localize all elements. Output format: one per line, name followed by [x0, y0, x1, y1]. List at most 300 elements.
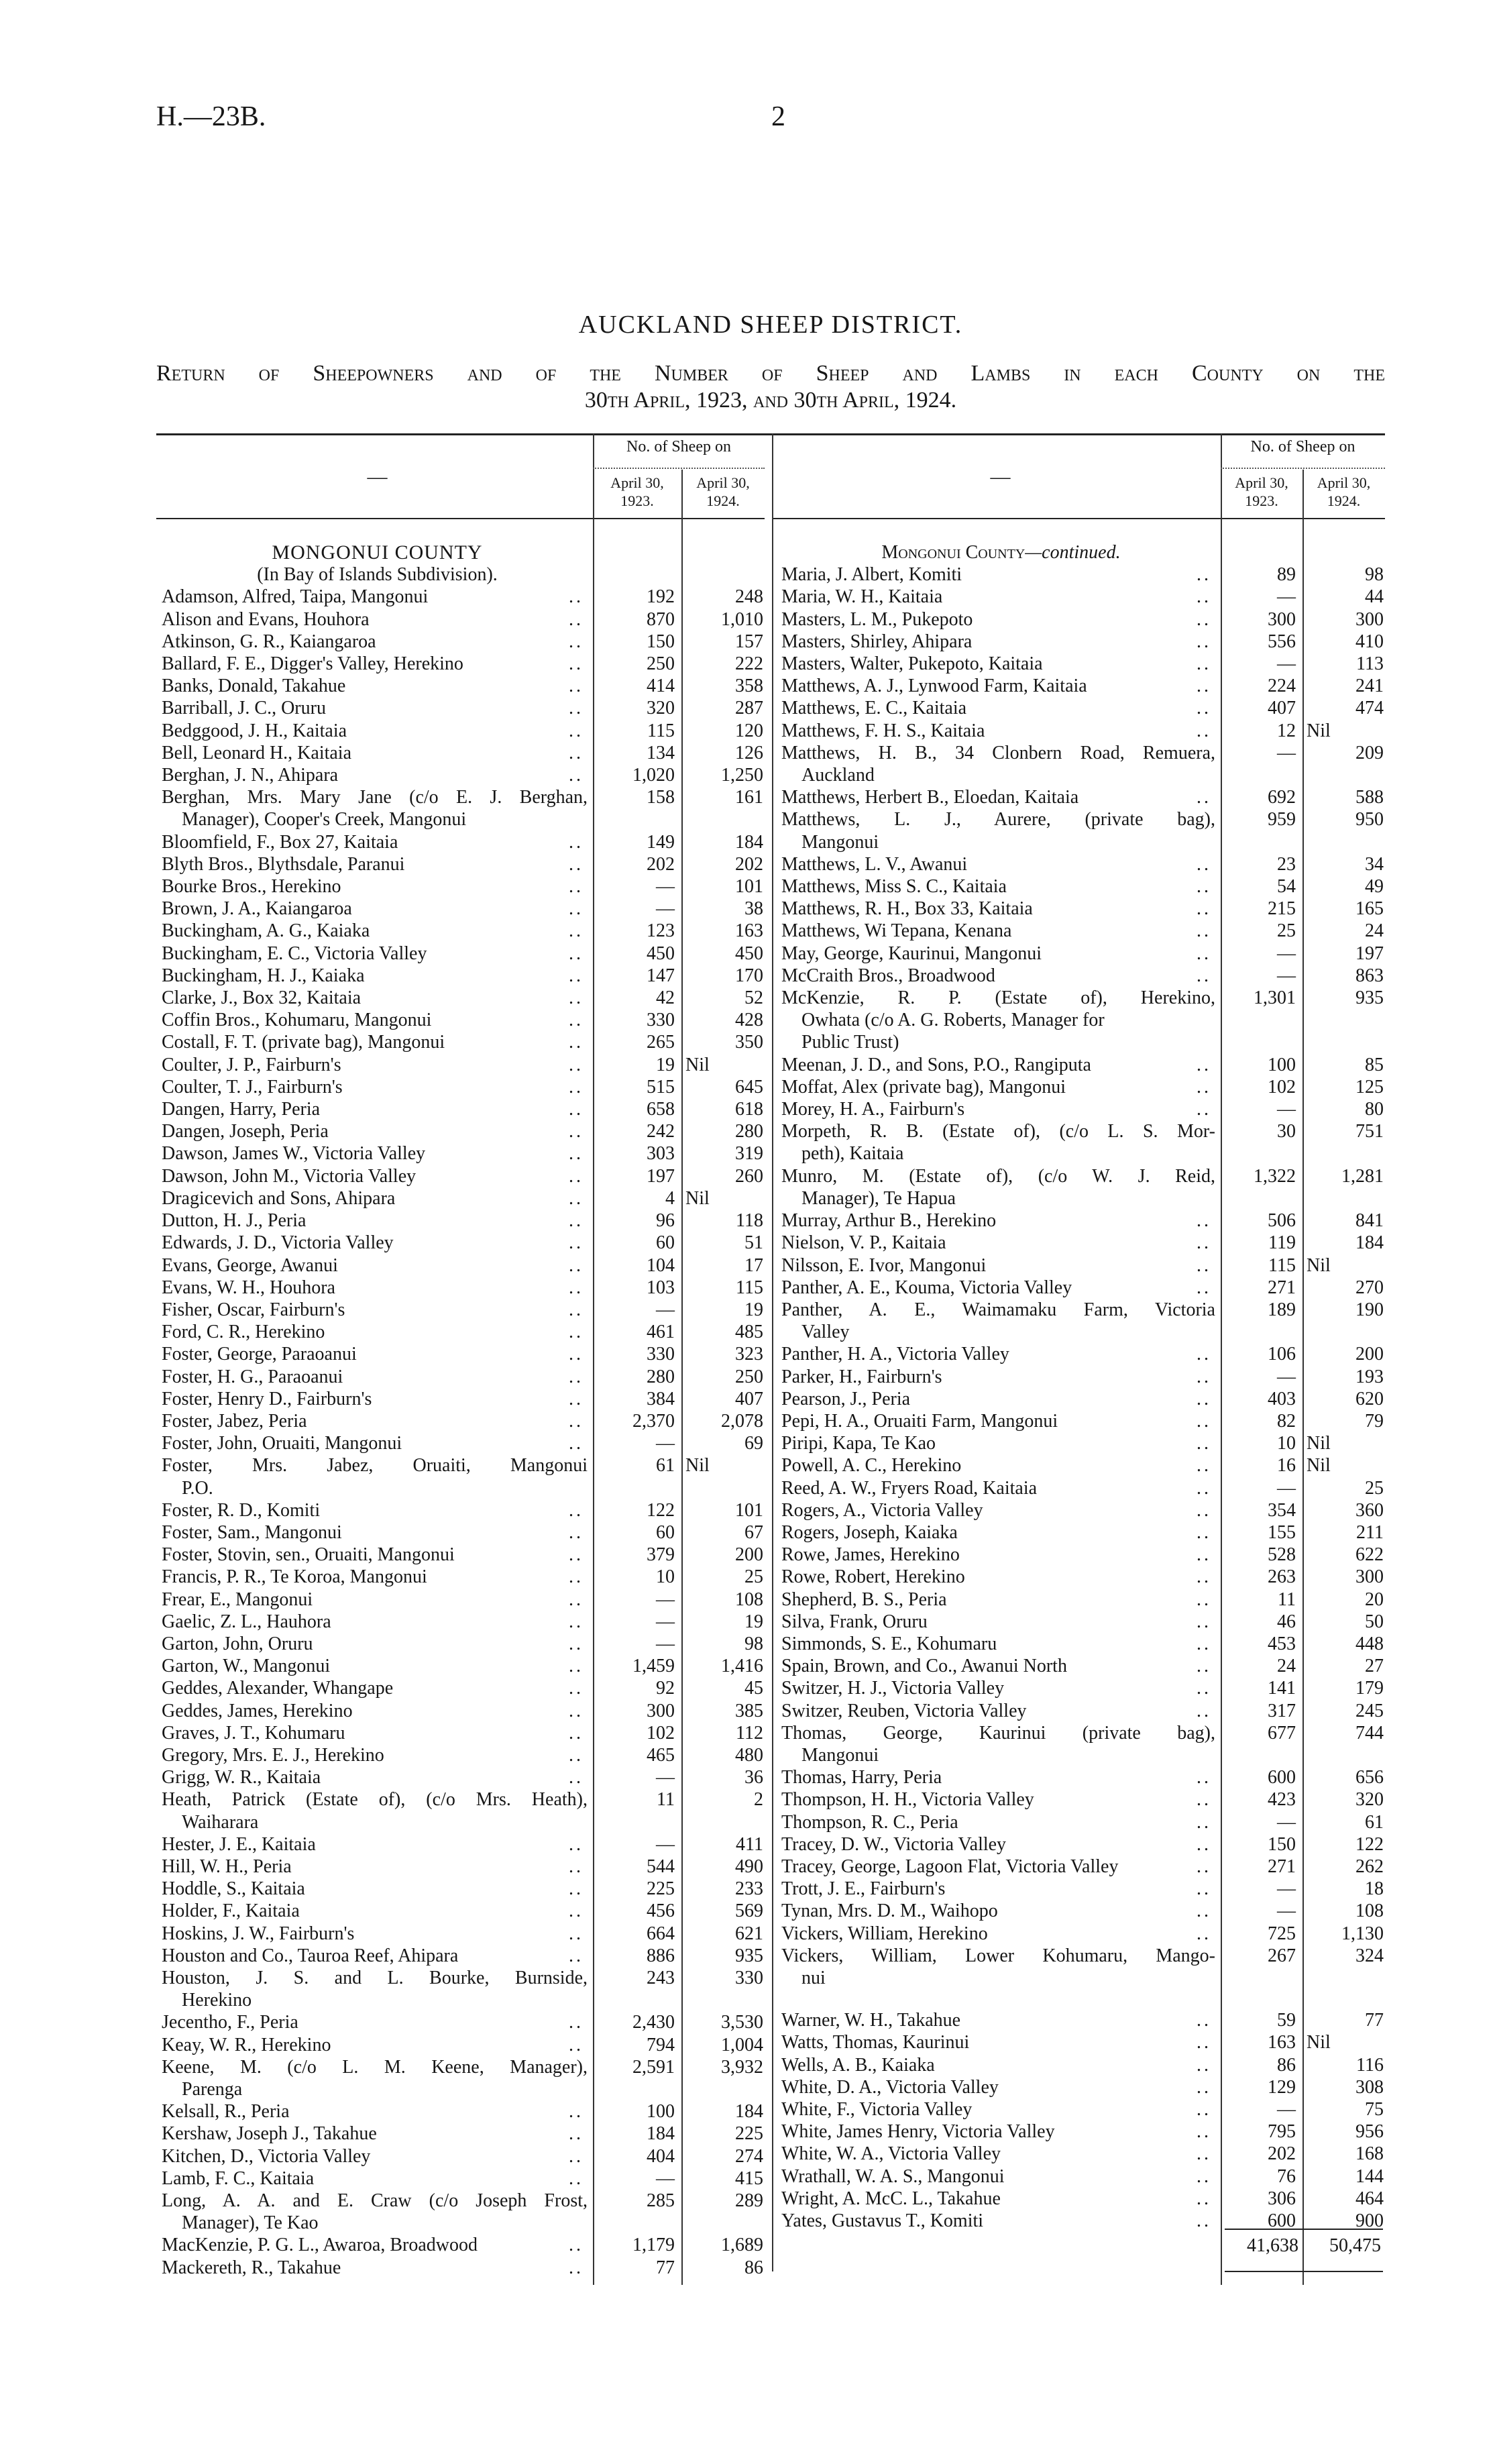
table-row — [162, 1766, 765, 1788]
sheep-1923: 123 — [647, 920, 675, 942]
sheep-1923: 60 — [656, 1232, 675, 1254]
owner-name-continuation: Parenga — [182, 2079, 243, 2100]
table-row — [162, 742, 765, 764]
owner-name-continuation: Valley — [801, 1322, 850, 1343]
owner-name-cell — [162, 1165, 593, 1187]
table-row — [781, 720, 1385, 742]
owner-name-continuation: Mangonui — [801, 831, 879, 853]
owner-name-continuation: Manager), Te Kao — [182, 2212, 319, 2234]
table-row — [162, 2167, 765, 2190]
table-row — [162, 943, 765, 965]
group-rule-left — [593, 468, 765, 469]
sheep-1923: 100 — [647, 2101, 675, 2123]
table-row — [162, 786, 765, 831]
table-row — [162, 1054, 765, 1076]
table-row — [781, 1945, 1385, 1989]
sheep-1923: 544 — [647, 1856, 675, 1877]
right-table-column — [781, 541, 1385, 2232]
owner-name: Wells, A. B., Kaiaka — [781, 2054, 935, 2076]
table-row — [781, 1722, 1385, 1766]
owner-name: Gregory, Mrs. E. J., Herekino — [162, 1744, 384, 1766]
sheep-1924: 744 — [1355, 1722, 1384, 1744]
sheep-1924: 98 — [1365, 564, 1384, 586]
owner-name-continuation: Owhata (c/o A. G. Roberts, Manager for — [801, 1010, 1105, 1031]
table-row — [162, 675, 765, 697]
sheep-1923: 450 — [647, 943, 675, 964]
leader-dots: .. — [1197, 1410, 1211, 1432]
col-header-1923-line1: April 30, — [610, 474, 664, 491]
sheep-1923: — — [656, 1433, 675, 1454]
table-row — [781, 965, 1385, 987]
sheep-1924: 108 — [1355, 1900, 1384, 1922]
sheep-1923: 1,301 — [1254, 987, 1296, 1009]
table-row — [781, 2121, 1385, 2143]
owner-name: Tynan, Mrs. D. M., Waihopo — [781, 1900, 998, 1922]
sheep-1924: 308 — [1355, 2076, 1384, 2098]
owner-name: Matthews, L. J., Aurere, (private bag), — [781, 809, 1215, 831]
table-row — [781, 608, 1385, 631]
sheep-1924: 490 — [735, 1856, 763, 1877]
sheep-1924: 49 — [1365, 876, 1384, 898]
sheep-1923: 794 — [647, 2034, 675, 2055]
owner-name-line — [162, 697, 588, 719]
owner-name: Geddes, Alexander, Whangape — [162, 1678, 394, 1699]
sheep-1924: 410 — [1355, 631, 1384, 652]
sheep-1923: 658 — [647, 1099, 675, 1120]
sheep-1923: 149 — [647, 831, 675, 853]
table-row — [162, 1633, 765, 1655]
owner-name-cell — [162, 586, 593, 608]
owner-name: Francis, P. R., Te Koroa, Mangonui — [162, 1566, 427, 1588]
sheep-1924: 618 — [735, 1099, 763, 1120]
continued-label: —continued. — [1025, 542, 1121, 563]
owner-name-cell — [162, 2190, 593, 2234]
table-row — [781, 2143, 1385, 2165]
owner-name: Matthews, L. V., Awanui — [781, 853, 968, 875]
table-row — [781, 1566, 1385, 1588]
sheep-1924: 1,010 — [721, 608, 763, 630]
leader-dots: .. — [1197, 698, 1211, 719]
sheep-1924: 1,130 — [1341, 1923, 1384, 1944]
sheep-1924: 44 — [1365, 586, 1384, 608]
owner-name-cell — [781, 2121, 1221, 2143]
sheep-1923: 379 — [647, 1544, 675, 1566]
table-row — [781, 653, 1385, 675]
owner-name-line — [781, 2210, 1215, 2232]
sheep-1924: 24 — [1365, 920, 1384, 942]
sheep-1923: 1,459 — [632, 1656, 675, 1677]
owner-name: Piripi, Kapa, Te Kao — [781, 1433, 936, 1454]
owner-name: MacKenzie, P. G. L., Awaroa, Broadwood — [162, 2235, 478, 2256]
sheep-1923: 959 — [1268, 809, 1296, 831]
leader-dots: .. — [569, 831, 584, 853]
table-row — [162, 1232, 765, 1254]
leader-dots: .. — [1197, 1656, 1211, 1677]
leader-dots: .. — [569, 1433, 584, 1454]
owner-name-line — [781, 1477, 1215, 1499]
table-row — [162, 2034, 765, 2056]
owner-name-cell — [162, 1277, 593, 1299]
table-row — [781, 1611, 1385, 1633]
owner-name-cell — [162, 697, 593, 719]
sheep-1923: 86 — [1277, 2054, 1296, 2076]
sheep-1924: 841 — [1355, 1210, 1384, 1232]
sheep-1924: 474 — [1355, 698, 1384, 719]
sheep-1924: 300 — [1355, 1566, 1384, 1588]
leader-dots: .. — [1197, 853, 1211, 875]
sheep-1923: 354 — [1268, 1499, 1296, 1521]
sheep-1923: 61 — [656, 1455, 675, 1477]
sheep-1924: 184 — [735, 831, 763, 853]
sheep-1924: 411 — [736, 1833, 763, 1855]
owner-name: Vickers, William, Lower Kohumaru, Mango- — [781, 1945, 1215, 1966]
leader-dots: .. — [1197, 1678, 1211, 1699]
leader-dots: .. — [1197, 720, 1211, 741]
table-row — [162, 2257, 765, 2279]
owner-name: Hoddle, S., Kaitaia — [162, 1878, 305, 1900]
owner-name-cell — [781, 1677, 1221, 1699]
leader-dots: .. — [569, 1700, 584, 1721]
table-row — [781, 2031, 1385, 2053]
owner-name-cell — [162, 2056, 593, 2100]
owner-name: Switzer, H. J., Victoria Valley — [781, 1678, 1005, 1699]
sheep-count-group-header-right: No. of Sheep on — [1250, 438, 1355, 456]
leader-dots: .. — [1197, 676, 1211, 697]
owner-name: Alison and Evans, Houhora — [162, 608, 370, 630]
sheep-1923: 404 — [647, 2145, 675, 2167]
owner-name-line — [781, 1410, 1215, 1432]
owner-name: Tracey, D. W., Victoria Valley — [781, 1833, 1007, 1855]
sheep-1923: 267 — [1268, 1945, 1296, 1966]
table-row — [162, 1165, 765, 1187]
table-row — [781, 1900, 1385, 1922]
table-row — [162, 1432, 765, 1454]
sheep-1923: 103 — [647, 1277, 675, 1298]
owner-name-cell — [781, 1589, 1221, 1611]
owner-name: Kershaw, Joseph J., Takahue — [162, 2123, 377, 2145]
owner-name-cell — [781, 2210, 1221, 2232]
leader-dots: .. — [1197, 2054, 1211, 2076]
col-header-1924-line2: 1924. — [706, 492, 740, 509]
owner-name-line — [781, 1811, 1215, 1833]
sheep-1924: 165 — [1355, 898, 1384, 920]
owner-name-line — [162, 1254, 588, 1277]
sheep-1923: — — [656, 1299, 675, 1320]
sheep-1924: 935 — [1355, 987, 1384, 1009]
sheep-1924: 863 — [1355, 965, 1384, 986]
owner-name-cell — [781, 1432, 1221, 1454]
owner-name: Meenan, J. D., and Sons, P.O., Rangiputa — [781, 1054, 1091, 1075]
owner-name-cell — [781, 653, 1221, 675]
leader-dots: .. — [569, 1410, 584, 1432]
owner-name-line — [162, 2145, 588, 2167]
table-top-rule — [156, 433, 1385, 435]
owner-name-line — [781, 1788, 1215, 1811]
table-row — [162, 1900, 765, 1922]
owner-name-cell — [162, 2100, 593, 2123]
leader-dots: .. — [1197, 1767, 1211, 1788]
owner-name-line — [162, 1766, 588, 1788]
owner-name: Reed, A. W., Fryers Road, Kaitaia — [781, 1477, 1038, 1499]
owner-name: Spain, Brown, and Co., Awanui North — [781, 1656, 1067, 1677]
owner-name-cell — [781, 1477, 1221, 1499]
table-row — [781, 1277, 1385, 1299]
sheep-1924: 2,078 — [721, 1410, 763, 1432]
sheep-1924: 407 — [735, 1388, 763, 1409]
leader-dots: .. — [569, 1143, 584, 1165]
sheep-1924: 125 — [1355, 1076, 1384, 1097]
leader-dots: .. — [1197, 564, 1211, 586]
sheep-1924: 184 — [1355, 1232, 1384, 1254]
table-row — [162, 2100, 765, 2123]
owner-name-line — [781, 2165, 1215, 2188]
owner-name-cell — [162, 1210, 593, 1232]
total-1924: 50,475 — [1329, 2235, 1381, 2256]
owner-name-line — [162, 898, 588, 920]
leader-dots: .. — [569, 1566, 584, 1588]
sheep-1923: 456 — [647, 1900, 675, 1922]
page-number: 2 — [771, 101, 785, 132]
leader-dots: .. — [1197, 1477, 1211, 1499]
sheep-1923: 271 — [1268, 1856, 1296, 1877]
sheep-1924: 415 — [735, 2167, 763, 2189]
owner-name-line — [781, 2143, 1215, 2165]
leader-dots: .. — [569, 1187, 584, 1209]
sheep-1924: 385 — [735, 1700, 763, 1721]
owner-name: Tracey, George, Lagoon Flat, Victoria Valley — [781, 1856, 1119, 1877]
sheep-1924: 935 — [735, 1945, 763, 1966]
county-continued-heading — [781, 541, 1221, 564]
owner-name: Dangen, Harry, Peria — [162, 1099, 321, 1120]
owner-name-cell — [162, 786, 593, 831]
sheep-1923: 192 — [647, 586, 675, 608]
sheep-1923: 320 — [647, 698, 675, 719]
sheep-1923: — — [1277, 1366, 1296, 1387]
owner-name: Silva, Frank, Oruru — [781, 1611, 928, 1632]
sheep-1923: 202 — [647, 853, 675, 875]
leader-dots: .. — [569, 1010, 584, 1031]
sheep-1924: 280 — [735, 1121, 763, 1142]
owner-name-line — [781, 1366, 1215, 1388]
owner-name-cell — [781, 2143, 1221, 2165]
sheep-1924: 38 — [744, 898, 763, 920]
owner-name-line — [781, 1454, 1215, 1477]
sheep-1924: Nil — [1307, 2032, 1331, 2053]
table-row — [162, 1210, 765, 1232]
owner-name-continuation: peth), Kaitaia — [801, 1143, 904, 1165]
owner-name: Thomas, Harry, Peria — [781, 1767, 942, 1788]
owner-name-cell — [781, 1210, 1221, 1232]
table-row — [781, 1410, 1385, 1432]
sheep-1924: 300 — [1355, 608, 1384, 630]
col-header-1923-line2: 1923. — [620, 492, 654, 509]
owner-name-line — [162, 1366, 588, 1388]
leader-dots: .. — [569, 898, 584, 920]
table-row — [162, 608, 765, 631]
sheep-1924: 27 — [1365, 1656, 1384, 1677]
owner-name-line — [162, 1566, 588, 1588]
sheep-1923: 664 — [647, 1923, 675, 1944]
sheep-1923: 414 — [647, 676, 675, 697]
table-row — [781, 1076, 1385, 1098]
owner-name-cell — [781, 1120, 1221, 1165]
owner-name: Nilsson, E. Ivor, Mangonui — [781, 1254, 987, 1276]
leader-dots: .. — [569, 653, 584, 675]
leader-dots: .. — [569, 1744, 584, 1766]
sheep-1923: 189 — [1268, 1299, 1296, 1320]
sheep-1923: 54 — [1277, 876, 1296, 898]
table-row — [781, 1856, 1385, 1878]
table-row — [781, 1677, 1385, 1699]
name-column-header-right: — — [990, 466, 1011, 488]
owner-name-line — [781, 2009, 1215, 2031]
subtitle-line-2: 30th April, 1923, and 30th April, 1924. — [584, 388, 957, 413]
county-heading: MONGONUI COUNTY — [272, 541, 483, 564]
owner-name: Hoskins, J. W., Fairburn's — [162, 1923, 355, 1944]
owner-name: Switzer, Reuben, Victoria Valley — [781, 1700, 1027, 1721]
owner-name-cell — [162, 2145, 593, 2167]
owner-name-line — [781, 1878, 1215, 1900]
table-row — [162, 764, 765, 786]
col-header-1923 — [593, 474, 681, 510]
leader-dots: .. — [1197, 2188, 1211, 2209]
owner-name-cell — [162, 1766, 593, 1788]
owner-name-line — [162, 1388, 588, 1410]
sheep-1923: 1,179 — [632, 2235, 675, 2256]
table-row — [162, 586, 765, 608]
owner-name: Coffin Bros., Kohumaru, Mangonui — [162, 1010, 432, 1031]
sheep-1923: — — [1277, 943, 1296, 964]
owner-name: Panther, H. A., Victoria Valley — [781, 1344, 1009, 1365]
sheep-1923: 461 — [647, 1322, 675, 1343]
table-row — [781, 1655, 1385, 1677]
leader-dots: .. — [569, 676, 584, 697]
table-row — [781, 898, 1385, 920]
sheep-1923: 1,020 — [632, 765, 675, 786]
owner-name-line — [162, 853, 588, 875]
sheep-1924: 450 — [735, 943, 763, 964]
owner-name-continuation: Auckland — [801, 765, 875, 786]
sheep-1924: 900 — [1355, 2210, 1384, 2232]
owner-name: Houston, J. S. and L. Bourke, Burnside, — [162, 1968, 588, 1988]
leader-dots: .. — [1197, 1789, 1211, 1811]
owner-name-cell — [162, 653, 593, 675]
owner-name-cell — [781, 1098, 1221, 1120]
table-row — [162, 2123, 765, 2145]
owner-name-cell — [162, 720, 593, 742]
owner-name-cell — [781, 2009, 1221, 2031]
sheep-1923: — — [656, 1611, 675, 1632]
owner-name-cell — [162, 1856, 593, 1878]
owner-name-cell — [781, 742, 1221, 786]
owner-name-line — [162, 875, 588, 898]
leader-dots: .. — [569, 2145, 584, 2167]
owner-name-line — [781, 1677, 1215, 1699]
owner-name-cell — [162, 608, 593, 631]
leader-dots: .. — [569, 631, 584, 652]
owner-name: Garton, W., Mangonui — [162, 1656, 331, 1677]
owner-name-line — [162, 764, 588, 786]
owner-name-cell — [162, 1232, 593, 1254]
owner-name-line — [781, 2031, 1215, 2053]
sheep-1924: 319 — [735, 1143, 763, 1165]
owner-name: Masters, Shirley, Ahipara — [781, 631, 973, 652]
owner-name: Powell, A. C., Herekino — [781, 1455, 962, 1477]
table-row — [781, 1054, 1385, 1076]
table-row — [781, 1454, 1385, 1477]
owner-name-cell — [781, 1076, 1221, 1098]
owner-name: Matthews, R. H., Box 33, Kaitaia — [781, 898, 1033, 920]
sheep-1923: 263 — [1268, 1566, 1296, 1588]
sheep-1924: 144 — [1355, 2165, 1384, 2187]
leader-dots: .. — [569, 943, 584, 964]
sheep-1924: 360 — [1355, 1499, 1384, 1521]
sheep-1923: 795 — [1268, 2121, 1296, 2143]
owner-name-line — [781, 1923, 1215, 1945]
owner-name-line — [781, 875, 1215, 898]
owner-name-cell — [781, 1343, 1221, 1365]
sheep-1923: 285 — [647, 2190, 675, 2212]
owner-name: Graves, J. T., Kohumaru — [162, 1722, 345, 1744]
owner-name-line — [162, 2257, 588, 2279]
sheep-1923: — — [1277, 965, 1296, 986]
sheep-1924: 20 — [1365, 1589, 1384, 1610]
owner-name-continuation: Mangonui — [801, 1744, 879, 1766]
sheep-1924: 248 — [735, 586, 763, 608]
owner-name: Foster, George, Paraoanui — [162, 1344, 357, 1365]
table-row — [162, 1299, 765, 1321]
owner-name: Lamb, F. C., Kaitaia — [162, 2167, 315, 2189]
owner-name: Kitchen, D., Victoria Valley — [162, 2145, 371, 2167]
sheep-1924: 118 — [736, 1210, 763, 1232]
table-row — [162, 1009, 765, 1031]
leader-dots: .. — [1197, 1878, 1211, 1900]
owner-name-cell — [162, 1076, 593, 1098]
sheep-1923: 423 — [1268, 1789, 1296, 1811]
owner-name-cell — [162, 1410, 593, 1432]
sheep-1923: 158 — [647, 787, 675, 808]
sheep-1923: 147 — [647, 965, 675, 986]
table-row — [781, 1232, 1385, 1254]
owner-name: Bedggood, J. H., Kaitaia — [162, 720, 347, 741]
total-rule-top — [1225, 2229, 1383, 2230]
sheep-1924: 86 — [744, 2257, 763, 2278]
sheep-1924: 956 — [1355, 2121, 1384, 2143]
leader-dots: .. — [1197, 1366, 1211, 1387]
col-header-1924 — [681, 474, 765, 510]
col-header-1923-line2: 1923. — [1245, 492, 1278, 509]
sheep-1923: 215 — [1268, 898, 1296, 920]
owner-name: Garton, John, Oruru — [162, 1633, 313, 1654]
sheep-1924: 350 — [735, 1032, 763, 1053]
leader-dots: .. — [1197, 2143, 1211, 2165]
owner-name-line — [781, 2188, 1215, 2210]
leader-dots: .. — [569, 765, 584, 786]
owner-name: Foster, Sam., Mangonui — [162, 1521, 342, 1543]
leader-dots: .. — [569, 876, 584, 898]
sheep-1924: 209 — [1355, 742, 1384, 763]
leader-dots: .. — [1197, 1633, 1211, 1654]
owner-name: Morpeth, R. B. (Estate of), (c/o L. S. Mor- — [781, 1121, 1215, 1142]
owner-name-line — [162, 1165, 588, 1187]
sheep-1923: 317 — [1268, 1700, 1296, 1721]
owner-name-cell — [781, 2165, 1221, 2188]
leader-dots: .. — [569, 720, 584, 741]
owner-name-line — [162, 943, 588, 965]
table-row — [162, 1388, 765, 1410]
owner-name-line — [162, 831, 588, 853]
owner-name-line — [162, 2234, 588, 2256]
